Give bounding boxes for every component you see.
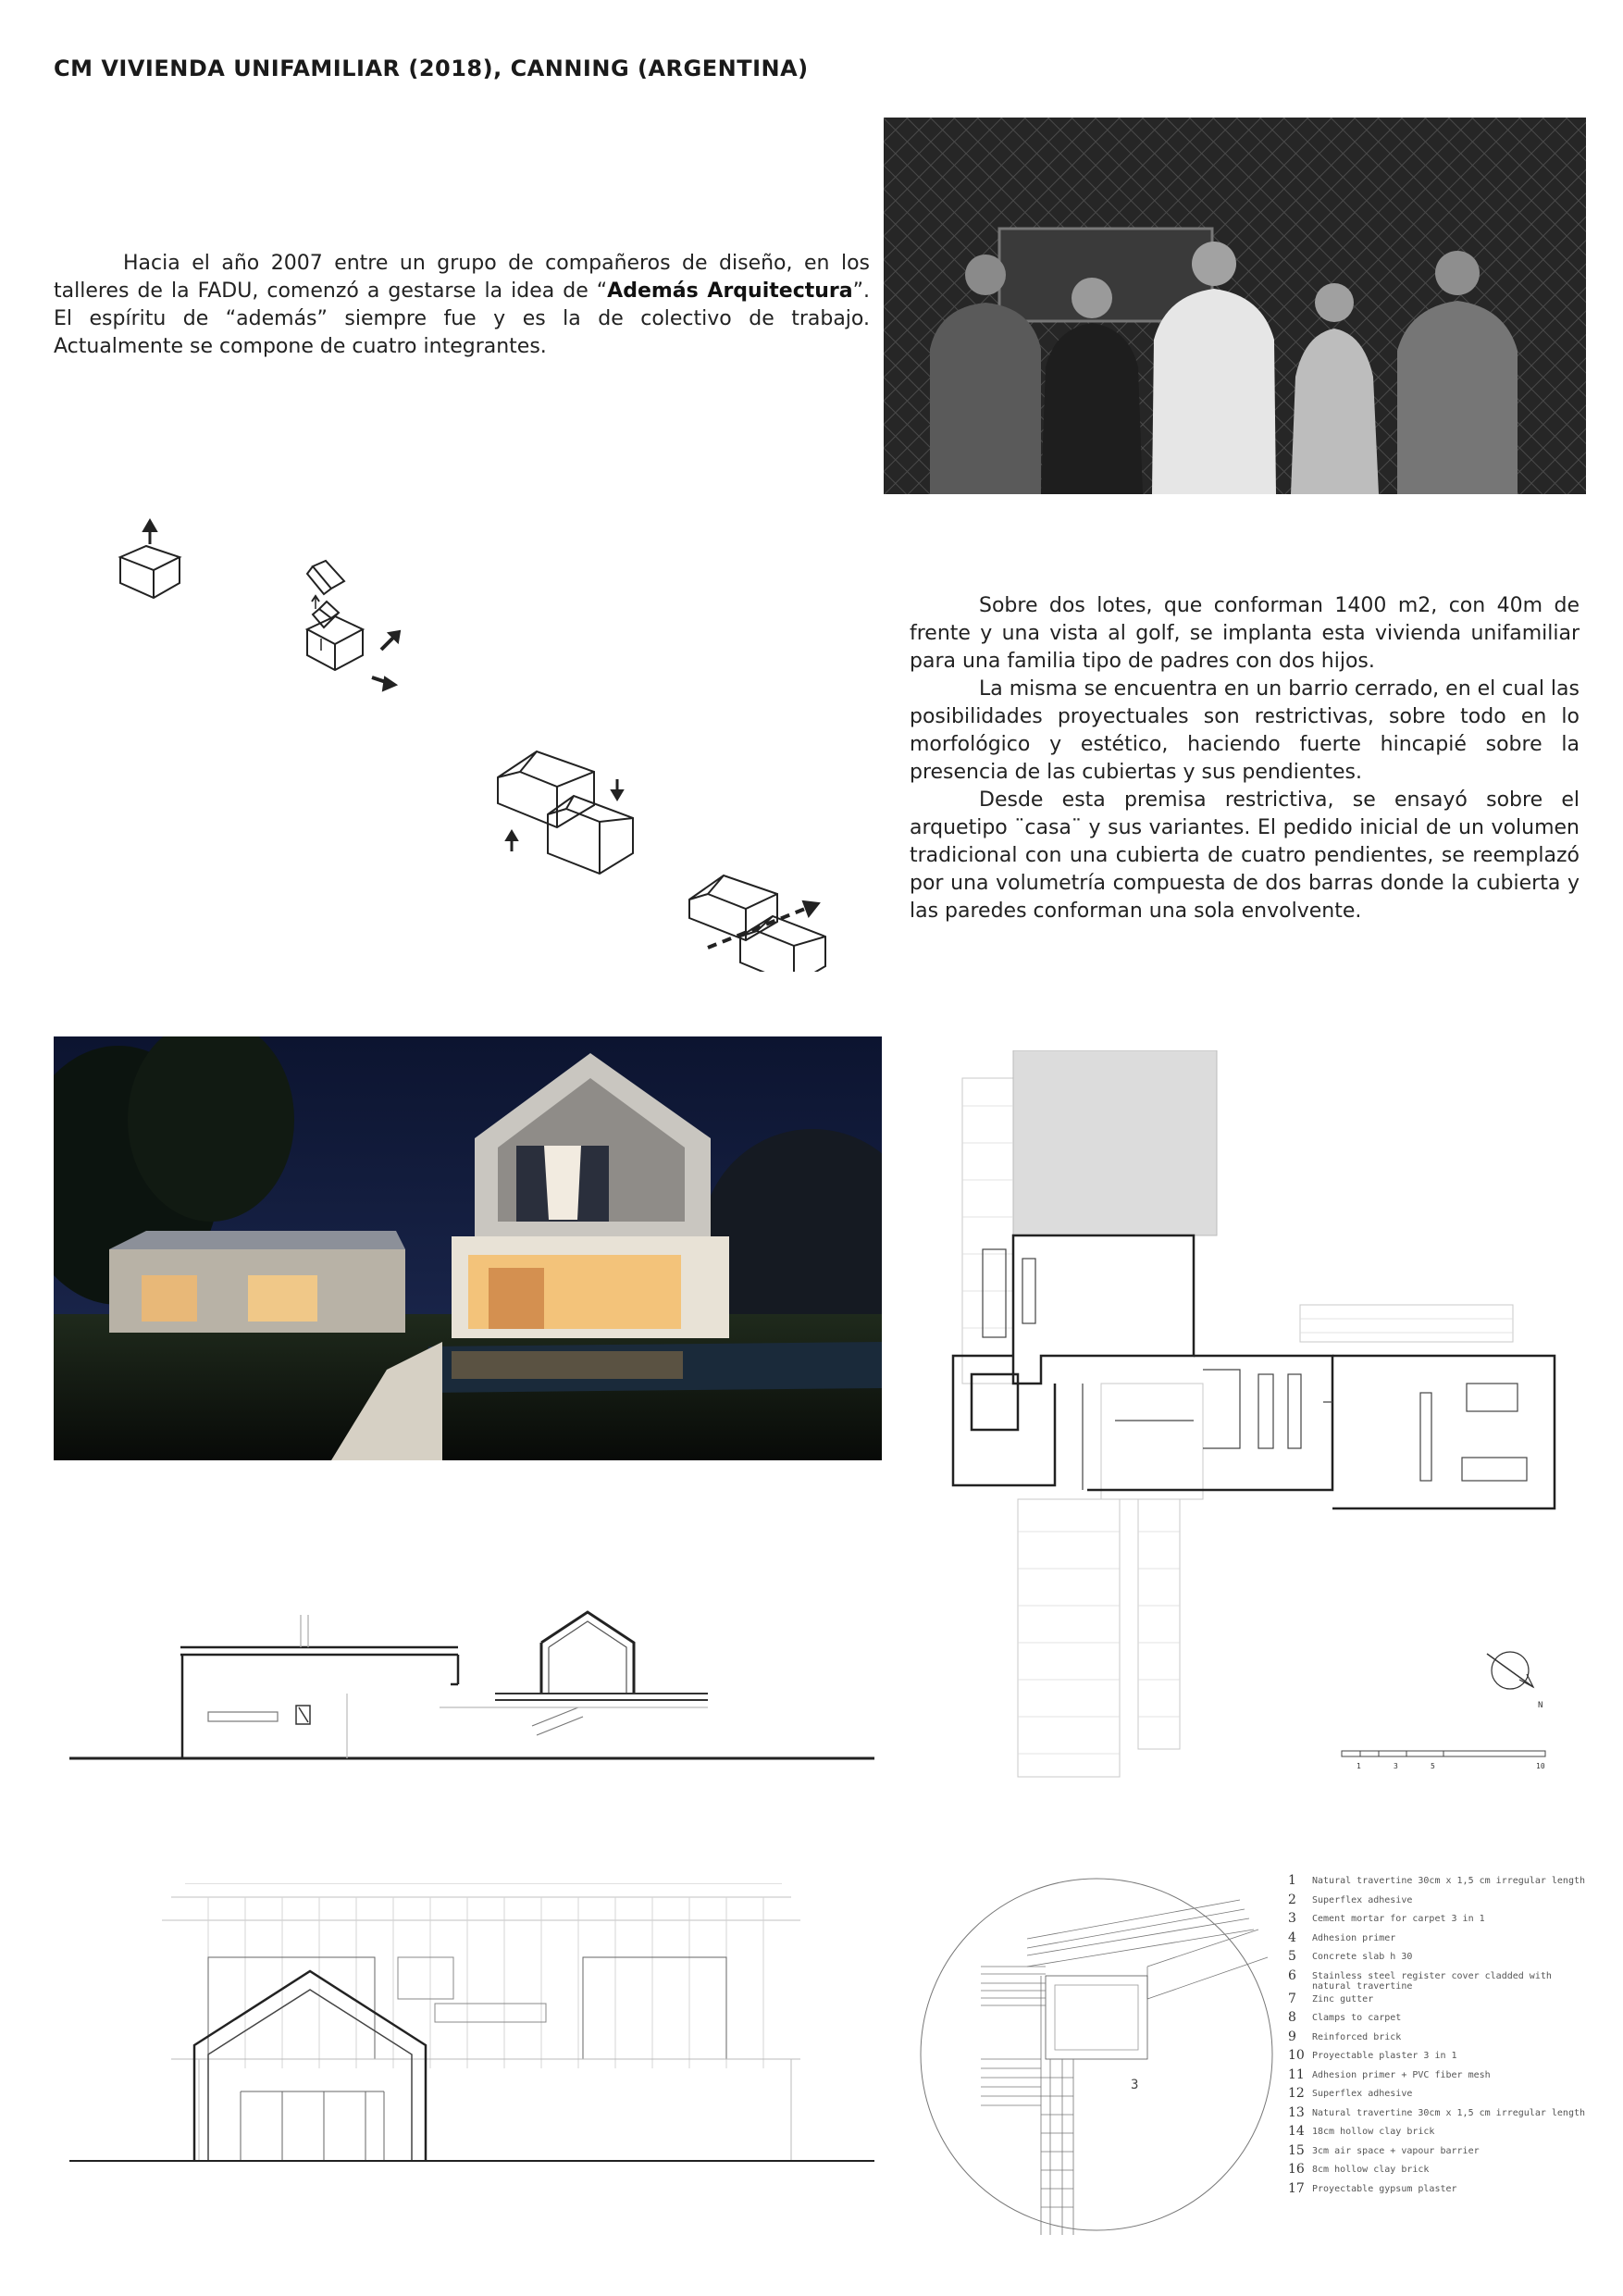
concept-diagram [102, 509, 842, 972]
detail-callout: 3 [1131, 2078, 1139, 2092]
scale-label-3: 3 [1394, 1762, 1398, 1770]
legend-item: 17 Proyectable gypsum plaster [1288, 2180, 1457, 2196]
legend-item: 7 Zinc gutter [1288, 1991, 1374, 2006]
legend-item: 13 Natural travertine 30cm x 1,5 cm irregular length [1288, 2104, 1586, 2120]
legend-item: 11 Adhesion primer + PVC fiber mesh [1288, 2066, 1491, 2082]
studio-name: Además Arquitectura [607, 279, 853, 303]
legend-item: 4 Adhesion primer [1288, 1930, 1396, 1945]
north-label: N [1538, 1701, 1543, 1710]
scale-label-5: 5 [1431, 1762, 1435, 1770]
legend-item: 9 Reinforced brick [1288, 2029, 1402, 2044]
legend-item: 16 8cm hollow clay brick [1288, 2162, 1430, 2177]
scale-label-10: 10 [1536, 1762, 1545, 1770]
legend-item: 5 Concrete slab h 30 [1288, 1949, 1413, 1964]
elevation-drawing [69, 1883, 874, 2189]
exterior-night-photo [54, 1036, 882, 1460]
legend-item: 12 Superflex adhesive [1288, 2086, 1413, 2101]
section-drawing [69, 1596, 874, 1772]
intro-text-start: Hacia el año 2007 entre un grupo de compañeros de diseño, en los talleres de la FADU, comenzó a gestarse la idea de “ [54, 252, 870, 303]
description-paragraph-1: Sobre dos lotes, que conforman 1400 m2, con 40m de frente y una vista al golf, se implanta esta vivienda unifamiliar para una familia tipo de padres con dos hijos. [910, 594, 1580, 673]
legend-item: 10 Proyectable plaster 3 in 1 [1288, 2048, 1457, 2063]
legend-item: 6 Stainless steel register cover cladded with natural travertine [1288, 1967, 1552, 1992]
legend-item: 1 Natural travertine 30cm x 1,5 cm irregular length [1288, 1873, 1586, 1888]
team-photo [884, 118, 1586, 494]
legend-item: 14 18cm hollow clay brick [1288, 2124, 1435, 2139]
project-description [910, 592, 1580, 925]
description-paragraph-3: Desde esta premisa restrictiva, se ensayó sobre el arquetipo ¨casa¨ y sus variantes. El pedido inicial de un volumen tradicional con una cubierta de cuatro pendientes, se reemplazó por una volumetría compuesta de dos barras donde la cubierta y las paredes conforman una sola envolvente. [910, 788, 1580, 923]
legend-item: 2 Superflex adhesive [1288, 1892, 1413, 1907]
scale-label-1: 1 [1357, 1762, 1361, 1770]
legend-item: 8 Clamps to carpet [1288, 2010, 1402, 2025]
legend-item: 15 3cm air space + vapour barrier [1288, 2142, 1480, 2158]
legend-item: 3 Cement mortar for carpet 3 in 1 [1288, 1911, 1485, 1926]
intro-paragraph [54, 250, 870, 361]
page-title: CM VIVIENDA UNIFAMILIAR (2018), CANNING (ARGENTINA) [54, 56, 809, 81]
floor-plan [925, 1050, 1573, 1781]
construction-detail [916, 1874, 1277, 2235]
intro-text-end: ”. El espíritu de “además” siempre fue y es la de colectivo de trabajo. Actualmente se compone de cuatro integrantes. [54, 279, 870, 358]
description-paragraph-2: La misma se encuentra en un barrio cerrado, en el cual las posibilidades proyectuales son restrictivas, sobre todo en lo morfológico y estético, haciendo fuerte hincapié sobre la presencia de las cubiertas y sus pendientes. [910, 677, 1580, 784]
detail-legend [1288, 1875, 1593, 2202]
